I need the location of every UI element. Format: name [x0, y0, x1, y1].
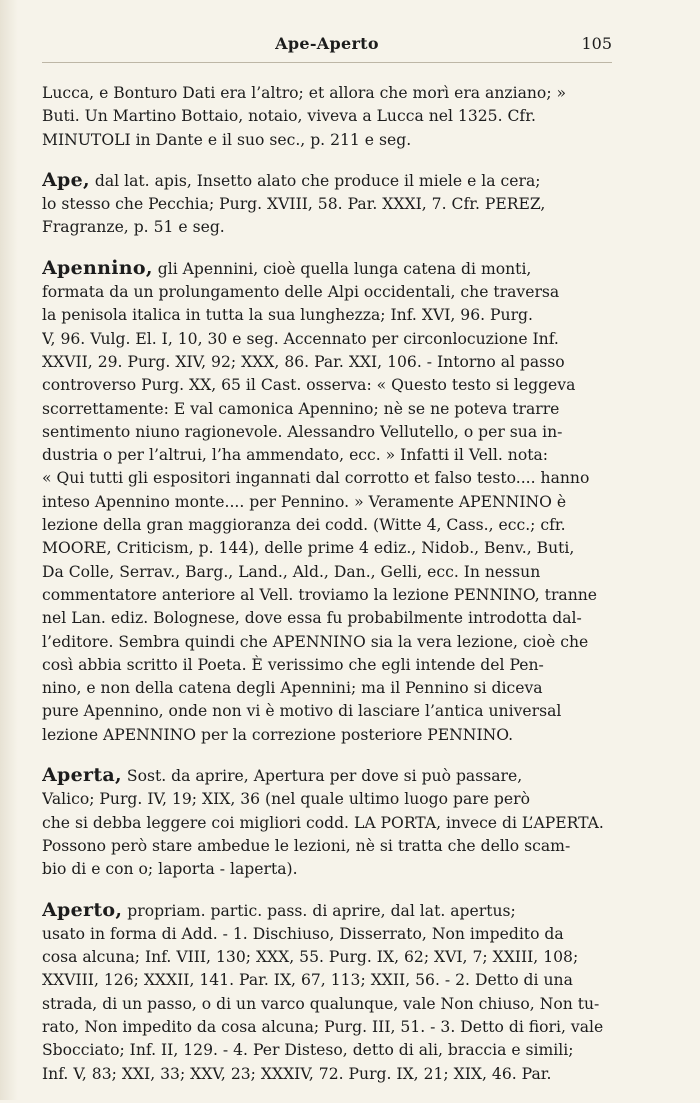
page-gutter-shadow [0, 0, 18, 1100]
text-line: cosa alcuna; Inf. VIII, 130; XXX, 55. Purg. IX, 62; XVI, 7; XXIII, 108; [42, 948, 579, 967]
text-line: gli Apennini, cioè quella lunga catena di monti, [152, 259, 532, 278]
text-line: dustria o per l’altrui, l’ha ammendato, ecc. » Infatti il Vell. nota: [42, 446, 549, 465]
text-line: la penisola italica in tutta la sua lunghezza; Inf. XVI, 96. Purg. [42, 306, 533, 325]
entry-first-line [42, 169, 617, 193]
entry-aperta [42, 764, 617, 881]
entry-ape [42, 169, 617, 240]
running-title: Ape-Aperto [275, 34, 379, 53]
text-line: bio di e con o; laporta - laperta). [42, 860, 298, 879]
text-line: Fragranze, p. 51 e seg. [42, 218, 225, 237]
text-line: Sbocciato; Inf. II, 129. - 4. Per Disteso, detto di ali, braccia e simili; [42, 1041, 574, 1060]
entry-first-line [42, 257, 617, 281]
text-line: Sost. da aprire, Apertura per dove si può passare, [121, 767, 523, 786]
text-line: nino, e non della catena degli Apennini; ma il Pennino si diceva [42, 679, 543, 698]
page-header [42, 34, 612, 58]
page-number: 105 [581, 34, 612, 53]
text-line: Buti. Un Martino Bottaio, notaio, viveva a Lucca nel 1325. Cfr. [42, 107, 536, 126]
text-line: dal lat. apis, Insetto alato che produce il miele e la cera; [89, 171, 541, 190]
text-line: che si debba leggere coi migliori codd. LA PORTA, invece di L’APERTA. [42, 813, 604, 832]
dictionary-body [42, 82, 617, 1103]
text-line: sentimento niuno ragionevole. Alessandro Vellutello, o per sua in- [42, 422, 563, 441]
text-line: Lucca, e Bonturo Dati era l’altro; et allora che morì era anziano; » [42, 84, 567, 102]
text-line: strada, di un passo, o di un varco qualunque, vale Non chiuso, Non tu- [42, 994, 600, 1013]
text-line: XXVIII, 126; XXXII, 141. Par. IX, 67, 113; XXII, 56. - 2. Detto di una [42, 971, 573, 990]
text-line: l’editore. Sembra quindi che APENNINO sia la vera lezione, cioè che [42, 632, 589, 651]
text-line: nel Lan. ediz. Bolognese, dove essa fu probabilmente introdotta dal- [42, 609, 582, 628]
entry-continuation [42, 82, 617, 152]
text-line: pure Apennino, onde non vi è motivo di lasciare l’antica universal [42, 702, 562, 721]
headword: Apennino, [42, 256, 153, 279]
header-rule [42, 62, 612, 63]
text-line: Inf. V, 83; XXI, 33; XXV, 23; XXXIV, 72. Purg. IX, 21; XIX, 46. Par. [42, 1064, 552, 1083]
text-line: inteso Apennino monte.... per Pennino. » Veramente APENNINO è [42, 492, 567, 511]
text-line: V, 96. Vulg. El. I, 10, 30 e seg. Accennato per circonlocuzione Inf. [42, 329, 559, 348]
text-line: Valico; Purg. IV, 19; XIX, 36 (nel quale ultimo luogo pare però [42, 790, 530, 809]
headword: Aperta, [42, 764, 122, 787]
text-line: propriam. partic. pass. di aprire, dal lat. apertus; [122, 901, 516, 920]
text-line: lo stesso che Pecchia; Purg. XVIII, 58. Par. XXXI, 7. Cfr. PEREZ, [42, 195, 546, 214]
text-line: Possono però stare ambedue le lezioni, nè si tratta che dello scam- [42, 836, 571, 855]
text-line: usato in forma di Add. - 1. Dischiuso, Disserrato, Non impedito da [42, 924, 564, 943]
entry-apennino [42, 257, 617, 747]
text-line: rato, Non impedito da cosa alcuna; Purg. III, 51. - 3. Detto di fiori, vale [42, 1017, 604, 1036]
text-line: formata da un prolungamento delle Alpi occidentali, che traversa [42, 283, 560, 302]
text-line: lezione APENNINO per la correzione posteriore PENNINO. [42, 725, 514, 744]
entry-first-line [42, 899, 617, 923]
text-line: MINUTOLI in Dante e il suo sec., p. 211 e seg. [42, 130, 412, 149]
text-line: MOORE, Criticism, p. 144), delle prime 4 ediz., Nidob., Benv., Buti, [42, 539, 575, 558]
text-line: così abbia scritto il Poeta. È verissimo che egli intende del Pen- [42, 655, 544, 674]
headword: Ape, [42, 168, 90, 191]
text-line: commentatore anteriore al Vell. troviamo la lezione PENNINO, tranne [42, 585, 598, 604]
text-line: Da Colle, Serrav., Barg., Land., Ald., Dan., Gelli, ecc. In nessun [42, 562, 541, 581]
entry-first-line [42, 764, 617, 788]
text-line: scorrettamente: E val camonica Apennino; nè se ne poteva trarre [42, 399, 560, 418]
headword: Aperto, [42, 898, 123, 921]
text-line: controverso Purg. XX, 65 il Cast. osserva: « Questo testo si leggeva [42, 376, 576, 395]
text-line: « Qui tutti gli espositori ingannati dal corrotto et falso testo.... hanno [42, 469, 590, 488]
entry-aperto [42, 899, 617, 1086]
text-line: lezione della gran maggioranza dei codd. (Witte 4, Cass., ecc.; cfr. [42, 516, 566, 535]
text-line: XXVII, 29. Purg. XIV, 92; XXX, 86. Par. XXI, 106. - Intorno al passo [42, 352, 565, 371]
